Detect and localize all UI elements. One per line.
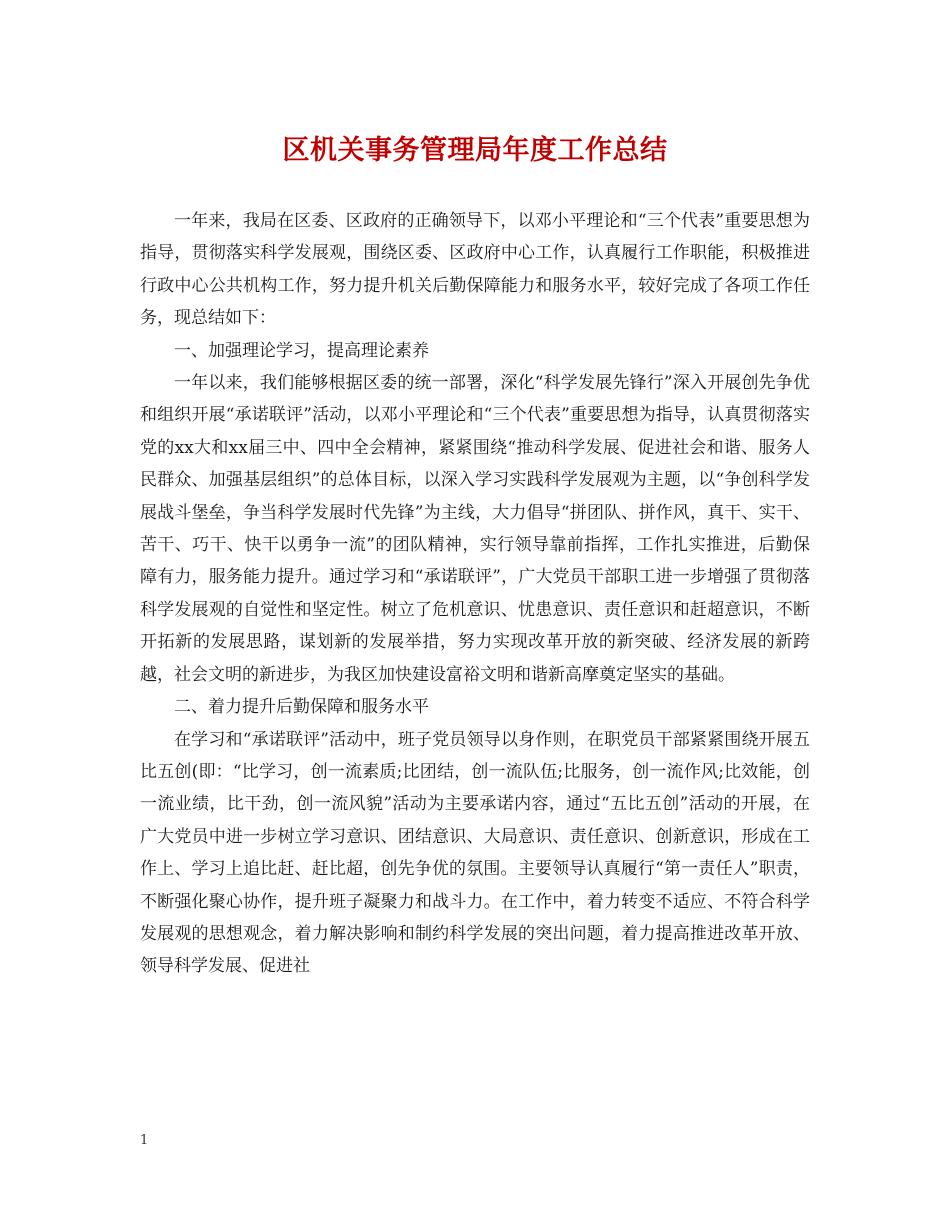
intro-paragraph: 一年来，我局在区委、区政府的正确领导下，以邓小平理论和“三个代表”重要思想为指导，贯彻落实科学发展观，围绕区委、区政府中心工作，认真履行工作职能，积极推进行政中心公共机构工作，努力提升机关后勤保障能力和服务水平，较好完成了各项工作任务，现总结如下： [140, 211, 810, 329]
section-1-paragraph: 一年以来，我们能够根据区委的统一部署，深化“科学发展先锋行”深入开展创先争优和组织开展“承诺联评”活动，以邓小平理论和“三个代表”重要思想为指导，认真贯彻落实党的xx大和xx届三中、四中全会精神，紧紧围绕“推动科学发展、促进社会和谐、服务人民群众、加强基层组织”的总体目标，以深入学习实践科学发展观为主题，以“争创科学发展战斗堡垒，争当科学发展时代先锋”为主线，大力倡导“拼团队、拼作风，真干、实干、苦干、巧干、快干以勇争一流”的团队精神，实行领导靠前指挥，工作扎实推进，后勤保障有力，服务能力提升。通过学习和“承诺联评”，广大党员干部职工进一步增强了贯彻落科学发展观的自觉性和坚定性。树立了危机意识、忧患意识、责任意识和赶超意识，不断开拓新的发展思路，谋划新的发展举措，努力实现改革开放的新突破、经济发展的新跨越，社会文明的新进步，为我区加快建设富裕文明和谐新高摩奠定坚实的基础。 [140, 373, 810, 685]
document-title: 区机关事务管理局年度工作总结 [282, 135, 668, 166]
page-number: 1 [140, 1133, 149, 1148]
document-body [140, 205, 810, 983]
section-2-paragraph: 在学习和“承诺联评”活动中，班子党员领导以身作则，在职党员干部紧紧围绕开展五比五创(即：“比学习，创一流素质;比团结，创一流队伍;比服务，创一流作风;比效能，创一流业绩，比干劲，创一流风貌”活动为主要承诺内容，通过“五比五创”活动的开展，在广大党员中进一步树立学习意识、团结意识、大局意识、责任意识、创新意识，形成在工作上、学习上追比赶、赶比超，创先争优的氛围。主要领导认真履行“第一责任人”职责，不断强化聚心协作，提升班子凝聚力和战斗力。在工作中，着力转变不适应、不符合科学发展观的思想观念，着力解决影响和制约科学发展的突出问题，着力提高推进改革开放、领导科学发展、促进社 [140, 729, 810, 977]
section-heading-1: 一、加强理论学习，提高理论素养 [174, 340, 429, 361]
section-heading-2: 二、着力提升后勤保障和服务水平 [174, 697, 429, 718]
